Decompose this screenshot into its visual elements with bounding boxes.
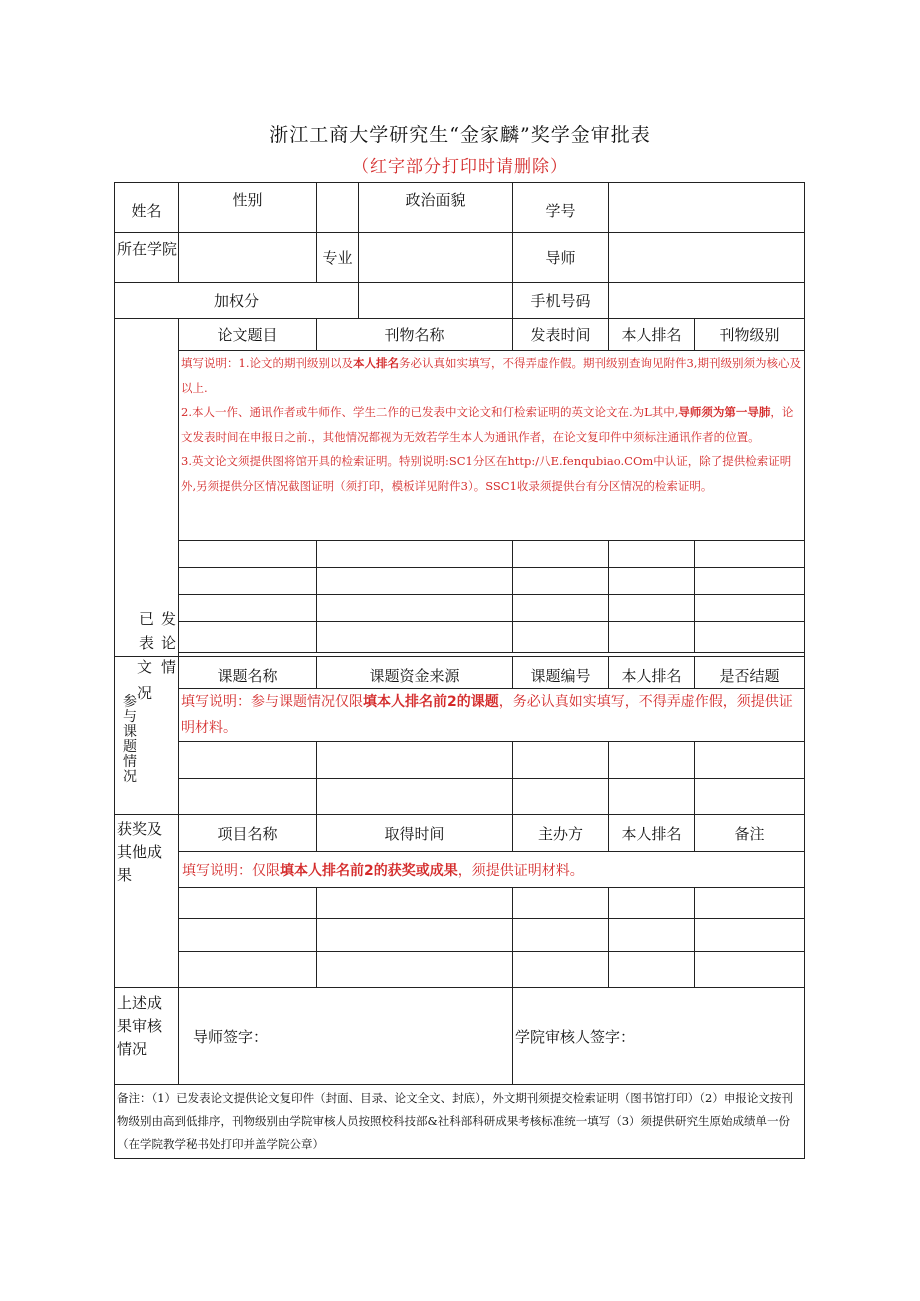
weighted-score-label: 加权分 xyxy=(115,283,359,319)
pub-cell[interactable] xyxy=(513,595,609,622)
award-cell[interactable] xyxy=(317,919,513,952)
award-cell[interactable] xyxy=(317,952,513,988)
award-cell[interactable] xyxy=(609,888,695,919)
awards-section-label: 获奖及其他成果 xyxy=(115,815,179,988)
proj-cell[interactable] xyxy=(609,779,695,815)
proj-cell[interactable] xyxy=(513,742,609,779)
proj-cell[interactable] xyxy=(317,742,513,779)
form-title: 浙江工商大学研究生“金家麟”奖学金审批表 xyxy=(269,124,651,146)
advisor-field[interactable] xyxy=(609,233,805,283)
pub-label-char: 论 xyxy=(161,633,177,652)
phone-label: 手机号码 xyxy=(513,283,609,319)
pub-cell[interactable] xyxy=(317,568,513,595)
notes: 备注：（1）已发表论文提供论文复印件（封面、目录、论文全文、封底），外文期刊须提交检索证明（图书馆打印）（2）申报论文按刊物级别由高到低排序，刊物级别由学院审核人员按照校科技部&社科部科研成果考核标准统一填写（3）须提供研究生原始成绩单一份（在学院教学秘书处打印并盖学院公章） xyxy=(115,1085,805,1159)
proj-cell[interactable] xyxy=(695,779,805,815)
college-label: 所在学院 xyxy=(115,233,179,283)
weighted-score-field[interactable] xyxy=(359,283,513,319)
pub-cell[interactable] xyxy=(695,541,805,568)
pub-label-char: 情 xyxy=(161,657,177,676)
proj-cell[interactable] xyxy=(695,742,805,779)
publications-section-label xyxy=(115,319,179,702)
awards-instructions xyxy=(179,852,805,888)
award-instruction-emphasis: 填本人排名前2的获奖或成果 xyxy=(280,862,458,879)
pub-instruction-text: 填写说明：1.论文的期刊级别以及 xyxy=(181,356,353,370)
award-instruction-text: ，须提供证明材料。 xyxy=(457,862,584,879)
proj-label-char: 参 xyxy=(123,693,137,710)
student-id-label: 学号 xyxy=(513,183,609,233)
award-header-name: 项目名称 xyxy=(179,815,317,852)
pub-cell[interactable] xyxy=(317,541,513,568)
proj-label-char: 情 xyxy=(123,753,137,770)
proj-header-rank: 本人排名 xyxy=(609,657,695,689)
college-signature-label: 学院审核人签字： xyxy=(515,1027,636,1046)
pub-instruction-text: 3.英文论文须提供图将馆开具的检索证明。特别说明:SC1分区在http:/八E.fenqubiao.COm中认证，除了提供检索证明外,另须提供分区情况截图证明（须打印，模板详见附件3）。SSC1收录须提供台有分区情况的检索证明。 xyxy=(181,454,792,493)
proj-cell[interactable] xyxy=(179,779,317,815)
gender-label: 性别 xyxy=(179,183,317,233)
proj-header-name: 课题名称 xyxy=(179,657,317,689)
award-cell[interactable] xyxy=(513,888,609,919)
proj-label-char: 题 xyxy=(123,738,137,755)
college-signature-area[interactable] xyxy=(513,988,805,1085)
pub-cell[interactable] xyxy=(513,541,609,568)
pub-instruction-text: ，论文发表时间在申报日之前.，其他情况都视为无效若学生本人为通讯作者，在论文复印件中须标注通讯作者的位置。 xyxy=(181,405,794,444)
proj-instruction-emphasis: 填本人排名前2的课题 xyxy=(363,694,499,710)
pub-cell[interactable] xyxy=(179,568,317,595)
advisor-label: 导师 xyxy=(513,233,609,283)
award-header-date: 取得时间 xyxy=(317,815,513,852)
pub-cell[interactable] xyxy=(179,595,317,622)
award-cell[interactable] xyxy=(695,919,805,952)
proj-cell[interactable] xyxy=(179,742,317,779)
review-section-label: 上述成果审核情况 xyxy=(115,988,179,1085)
proj-instruction-text: 填写说明：参与课题情况仅限 xyxy=(181,694,363,710)
award-cell[interactable] xyxy=(695,952,805,988)
pub-label-char: 已 xyxy=(139,609,155,628)
pub-cell[interactable] xyxy=(513,568,609,595)
pub-instruction-text: 务必认真如实填写，不得弄虚作假。期刊级别查询见附件3,期刊级别须为核心及以上. xyxy=(181,356,801,395)
pub-instruction-text: 2.本人一作、通讯作者或牛师作、学生二作的已发表中文论文和仃检索证明的英文论文在.为L其中, xyxy=(181,405,679,419)
award-header-organizer: 主办方 xyxy=(513,815,609,852)
award-cell[interactable] xyxy=(695,888,805,919)
proj-header-funding: 课题资金来源 xyxy=(317,657,513,689)
pub-instruction-emphasis: 导师须为第一导肺 xyxy=(678,405,771,419)
proj-instruction-text: ，务必认真如实填写，不得弄虚作假，须提供证明材料。 xyxy=(181,694,793,736)
pub-label-char: 况 xyxy=(137,683,153,702)
pub-cell[interactable] xyxy=(513,622,609,653)
award-cell[interactable] xyxy=(609,919,695,952)
pub-label-char: 文 xyxy=(137,657,153,676)
college-field[interactable] xyxy=(179,233,317,283)
proj-cell[interactable] xyxy=(609,742,695,779)
pub-header-date: 发表时间 xyxy=(513,319,609,351)
award-cell[interactable] xyxy=(179,919,317,952)
pub-header-journal: 刊物名称 xyxy=(317,319,513,351)
pub-cell[interactable] xyxy=(695,568,805,595)
award-cell[interactable] xyxy=(609,952,695,988)
pub-label-char: 表 xyxy=(139,633,155,652)
award-header-remarks: 备注 xyxy=(695,815,805,852)
proj-label-char: 与 xyxy=(123,708,137,725)
pub-header-level: 刊物级别 xyxy=(695,319,805,351)
pub-cell[interactable] xyxy=(609,595,695,622)
pub-cell[interactable] xyxy=(317,622,513,653)
award-cell[interactable] xyxy=(513,952,609,988)
award-cell[interactable] xyxy=(179,952,317,988)
pub-cell[interactable] xyxy=(695,595,805,622)
award-header-rank: 本人排名 xyxy=(609,815,695,852)
form-subtitle: （红字部分打印时请删除） xyxy=(352,157,568,177)
major-label: 专业 xyxy=(317,233,359,283)
publications-instructions xyxy=(179,351,805,541)
projects-section-label xyxy=(115,657,179,815)
award-cell[interactable] xyxy=(317,888,513,919)
pub-cell[interactable] xyxy=(179,622,317,653)
advisor-signature-label: 导师签字： xyxy=(193,1027,269,1046)
pub-cell[interactable] xyxy=(179,541,317,568)
pub-instruction-emphasis: 本人排名 xyxy=(352,356,399,370)
pub-cell[interactable] xyxy=(695,622,805,653)
proj-cell[interactable] xyxy=(513,779,609,815)
pub-label-char: 发 xyxy=(161,609,177,628)
political-status-label: 政治面貌 xyxy=(359,183,513,233)
name-label: 姓名 xyxy=(115,183,179,233)
major-field[interactable] xyxy=(359,233,513,283)
proj-header-number: 课题编号 xyxy=(513,657,609,689)
pub-header-rank: 本人排名 xyxy=(609,319,695,351)
pub-cell[interactable] xyxy=(609,622,695,653)
gender-field[interactable] xyxy=(317,183,359,233)
proj-label-char: 况 xyxy=(123,768,137,785)
proj-cell[interactable] xyxy=(317,779,513,815)
award-instruction-text: 填写说明：仅限 xyxy=(182,862,280,879)
pub-header-title: 论文题目 xyxy=(179,319,317,351)
proj-label-char: 课 xyxy=(123,723,137,740)
award-cell[interactable] xyxy=(513,919,609,952)
award-cell[interactable] xyxy=(179,888,317,919)
projects-instructions xyxy=(179,689,805,742)
approval-form-table xyxy=(114,182,805,1159)
pub-cell[interactable] xyxy=(317,595,513,622)
proj-header-completed: 是否结题 xyxy=(695,657,805,689)
student-id-field[interactable] xyxy=(609,183,805,233)
phone-field[interactable] xyxy=(609,283,805,319)
advisor-signature-area[interactable] xyxy=(179,988,513,1085)
pub-cell[interactable] xyxy=(609,568,695,595)
pub-cell[interactable] xyxy=(609,541,695,568)
